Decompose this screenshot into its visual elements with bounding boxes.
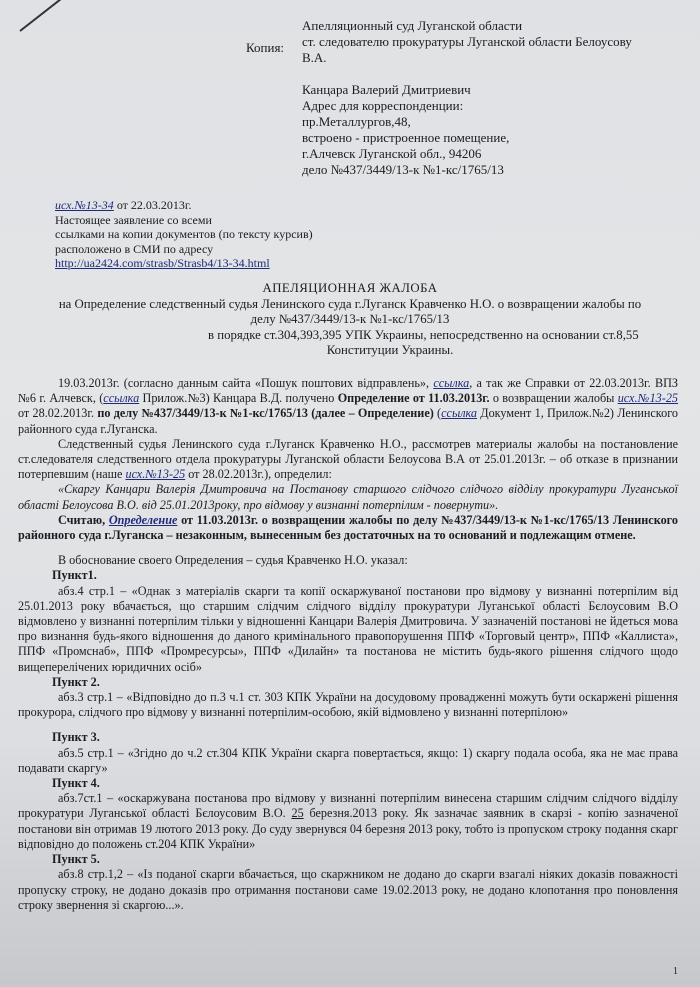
sender-line: г.Алчевск Луганской обл., 94206 — [302, 146, 482, 161]
document-subtitle: на Определение следственный судья Ленинского суда г.Луганск Кравченко Н.О. о возвращении жалобы по — [58, 296, 642, 311]
complaint-link[interactable]: исх.№13-25 — [617, 391, 679, 406]
sender-line: пр.Металлургов,48, — [302, 114, 411, 129]
sender-line: Канцара Валерий Дмитриевич — [302, 82, 471, 97]
point-heading: Пункт 2. — [52, 674, 100, 689]
paragraph: абз.4 стр.1 – «Однак з матеріалів скарги та копії оскаржуваної постанови про відмову у визнанні потерпілим від 25.01.2013 року вбачається, що старшим слідчим слідчого відділу прокуратури Луганської області Бєлоусовим В.О відмовлено у визнанні потерпілим тільки у відношенні Канцари Валерія Дмитровича. У зазначеній постанові не йдеться мова про визнання будь-якого відношення до даного кримінального правопорушення ППФ «Торговый центр», ППФ «Каллиста», ППФ «Промснаб», ППФ «Промресурсы», ППФ «Дилайн» та постанова не містить будь-якого рішення слідчого щодо вищеперелічених юридичних осіб» — [18, 583, 678, 674]
source-link[interactable]: ссылка — [433, 376, 470, 390]
sender-line: встроено - пристроенное помещение, — [302, 130, 510, 145]
sender-line: дело №437/3449/13-к №1-кс/1765/13 — [302, 162, 504, 177]
point-heading: Пункт1. — [52, 568, 97, 583]
registration-block — [55, 198, 313, 271]
point-heading: Пункт 5. — [52, 852, 100, 867]
point-heading: Пункт 4. — [52, 776, 100, 791]
quote-paragraph: «Скаргу Канцари Валерія Дмитровича на Постанову старшого слідчого слідчого відділу прокуратури Луганської області Белоусова В.О. від 25.01.2013року, про відмову у визнанні потерпілим - повернути». — [18, 482, 678, 512]
paragraph: В обоснование своего Определения – судья Кравченко Н.О. указал: — [58, 553, 408, 568]
source-link[interactable]: ссылка — [441, 406, 478, 421]
handwritten-mark — [19, 0, 63, 32]
page-number: 1 — [673, 966, 678, 977]
source-link[interactable]: ссылка — [103, 391, 140, 406]
document-title-block — [18, 281, 682, 359]
recipient-line: Апелляционный суд Луганской области — [302, 18, 523, 33]
paragraph: абз.5 стр.1 – «Згідно до ч.2 ст.304 КПК України скарга повертається, якщо: 1) скаргу подала особа, яка не має права подавати скаргу» — [18, 745, 678, 775]
sender-line: Адрес для корреспонденции: — [302, 98, 464, 113]
paragraph: абз.8 стр.1,2 – «Із поданої скарги вбачається, що скаржником не додано до скарги взагалі ніяких доказів поважності пропуску строку, не додано доказів про отримання постанови саме 19.02.2013 року, не додано клопотання про поновлення строку звернення зі скаргою...». — [18, 867, 678, 912]
outgoing-number-link[interactable]: исх.№13-34 — [55, 198, 114, 212]
address-block — [302, 18, 692, 178]
paragraph: 19.03.2013г. (согласно данным сайта «Пошук поштових відправлень», ссылка, а так же Справки от 22.03.2013г. ВПЗ №6 г. Алчевск, (ссылка Прилож.№3) Канцара В.Д. получено Определение от 11.03.2013г. о возвращении жалобы исх.№13-25 от 28.02.2013г. по делу №437/3449/13-к №1-кс/1765/13 (далее – Определение) (ссылка Документ 1, Прилож.№2) Ленинского районного суда г.Луганска. — [18, 376, 679, 436]
outgoing-date: от 22.03.2013г. — [113, 198, 192, 212]
registration-line: расположено в СМИ по адресу — [55, 241, 214, 256]
point-heading: Пункт 3. — [52, 730, 100, 745]
paragraph: Следственный судья Ленинского суда г.Луганск Кравченко Н.О., рассмотрев материалы жалобы на постановление ст.следователя следственного отдела прокуратуры Луганской области Белоусова В.А от 25.01.2013г. – об отказе в признании потерпевшим (наше исх.№13-25 от 28.02.2013г.), определил: — [18, 436, 678, 482]
document-subtitle: в порядке ст.304,393,395 УПК Украины, непосредственно на основании ст.8,55 — [208, 327, 639, 342]
paragraph: абз.7ст.1 – «оскаржувана постанова про відмову у визнанні потерпілим винесена старшим слідчим слідчого відділу прокуратури Луганської області Бєлоусовим В.О. 25 березня.2013 року. Як зазначає заявник в скарзі - копію зазначеної постанови він отримав 19 лютого 2013 року. До суду звернувся 04 березня 2013 року, тобто із пропуском строку подання скарг відповідно до положень ст.204 КПК України» — [18, 791, 678, 851]
ruling-link[interactable]: Определение — [108, 512, 178, 527]
recipient-line: В.А. — [302, 50, 327, 65]
document-subtitle: делу №437/3449/13-к №1-кс/1765/13 — [250, 312, 450, 327]
copy-label: Копия: — [246, 40, 285, 55]
registration-line: ссылками на копии документов (по тексту курсив) — [55, 227, 313, 242]
document-body — [18, 376, 678, 913]
paragraph: абз.3 стр.1 – «Відповідно до п.3 ч.1 ст. 303 КПК України на досудовому провадженні можуть бути оскаржені рішення прокурора, слідчого про відмову у визнанні потерпілим-особою, якій відмовлено у визнанні потерпілою» — [18, 690, 678, 720]
publication-url-link[interactable]: http://ua2424.com/strasb/Strasb4/13-34.html — [55, 256, 270, 271]
registration-line: Настоящее заявление со всеми — [55, 212, 212, 227]
document-subtitle: Конституции Украины. — [326, 343, 454, 358]
recipient-line: ст. следователю прокуратуры Луганской области Белоусову — [302, 34, 632, 49]
complaint-link[interactable]: исх.№13-25 — [125, 467, 186, 482]
document-title: АПЕЛЯЦИОННАЯ ЖАЛОБА — [262, 281, 438, 295]
conclusion-paragraph: Считаю, Определение от 11.03.2013г. о возвращении жалобы по делу №437/3449/13-к №1-кс/1765/13 Ленинского районного суда г.Луганска – незаконным, вынесенным без достаточных на то оснований и подлежащим отмене. — [18, 512, 678, 543]
